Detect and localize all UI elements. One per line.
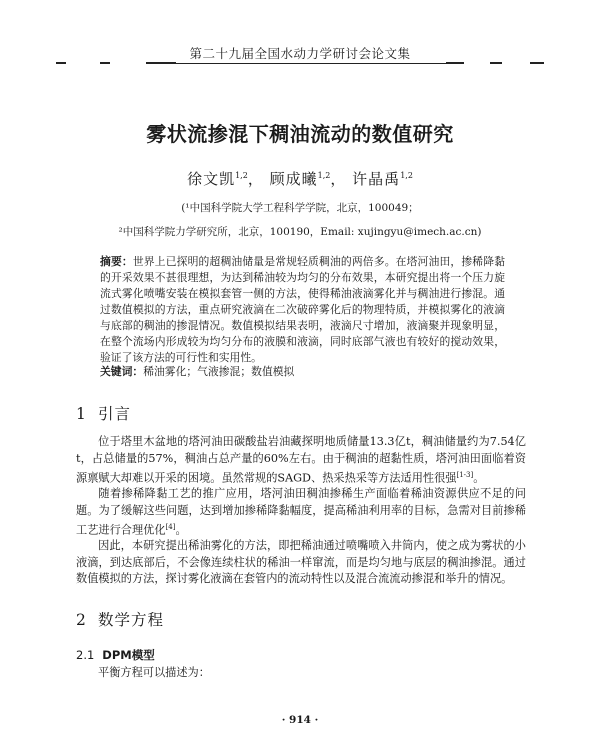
- citation: [1-3]: [456, 471, 474, 479]
- abstract-label: 摘要：: [100, 255, 133, 268]
- author-affil-mark: 1,2: [400, 171, 413, 180]
- author-affil-mark: 1,2: [317, 171, 331, 180]
- keywords-label: 关键词：: [100, 365, 144, 378]
- paragraph: [76, 538, 526, 588]
- abstract-text: 世界上已探明的超稠油储量是常规轻质稠油的两倍多。在塔河油田，掺稀降黏的开采效果不甚很理想，为达到稀油较为均匀的分布效果，本研究提出将一个压力旋流式雾化喷嘴安装在模拟套管一侧的方法，使得稀油液滴雾化并与稠油进行掺混。通过数值模拟的方法，重点研究液滴在二次破碎雾化后的物理特质，并模拟雾化的液滴与底部的稠油的掺混情况。数值模拟结果表明，液滴尺寸增加，液滴聚并现象明显，在整个流场内形成较为均匀分布的液膜和液滴，同时底部气液也有较好的搅动效果，验证了该方法的可行性和实用性。: [100, 255, 506, 364]
- paragraph: 随着掺稀降黏工艺的推广应用，塔河油田稠油掺稀生产面临着稀油资源供应不足的问题。为了缓解这些问题，达到增加掺稀降黏幅度，提高稀油利用率的目标，急需对目前掺稀工艺进行合理优化[4]。: [76, 487, 526, 537]
- section-heading: [76, 608, 164, 630]
- author-name: 顾成曦: [269, 170, 318, 188]
- header-rule-right-dash: [530, 62, 544, 64]
- header-rule: [176, 63, 446, 64]
- running-header: [0, 44, 600, 68]
- header-rule-right-dash: [490, 62, 502, 64]
- keywords: [100, 364, 505, 379]
- author-name: 徐文凯: [187, 170, 236, 188]
- body-line: 平衡方程可以描述为：: [98, 666, 210, 679]
- running-header-title: 第二十九届全国水动力学研讨会论文集: [189, 46, 411, 61]
- section-heading: [76, 402, 131, 424]
- abstract: [100, 254, 505, 366]
- affiliation-1: (¹中国科学院大学工程科学学院，北京，100049；: [181, 202, 419, 214]
- author-list: [0, 168, 600, 189]
- paragraph: 位于塔里木盆地的塔河油田碳酸盐岩油藏探明地质储量13.3亿t，稠油储量约为7.54亿t，占总储量的57%，稠油占总产量的60%左右。由于稠油的超黏性质，塔河油田面临着资源禀赋大却难以开采的困境。虽然常规的SAGD、热采热采等方法适用性很强[1-3]。: [76, 435, 526, 485]
- section-title: 引言: [98, 405, 132, 423]
- section-number: 2: [76, 611, 87, 629]
- author-affil-mark: 1,2: [235, 171, 248, 180]
- header-rule-left-dash: [146, 62, 176, 64]
- subsection-number: 2.1: [76, 648, 95, 662]
- header-rule-left-dash: [56, 62, 66, 64]
- subsection-title: DPM模型: [102, 648, 155, 662]
- header-rule-left-dash: [100, 62, 110, 64]
- paper-title: 雾状流掺混下稠油流动的数值研究: [146, 122, 454, 146]
- paragraph-text: 因此，本研究提出稀油雾化的方法，即把稀油通过喷嘴喷入井筒内，使之成为雾状的小液滴，到达底部后，不会像连续柱状的稀油一样窜流，而是均匀地与底层的稠油掺混。通过数值模拟的方法，探讨雾化液滴在套管内的流动特性以及混合流流动掺混和举升的情况。: [76, 539, 526, 585]
- citation: [4]: [165, 523, 176, 531]
- keywords-text: 稀油雾化；气液掺混；数值模拟: [143, 365, 295, 378]
- author-separator: ，: [330, 170, 347, 188]
- section-number: 1: [76, 405, 87, 423]
- header-rule-right-dash: [446, 62, 464, 64]
- subsection-heading: [76, 647, 155, 663]
- paragraph-text: 随着掺稀降黏工艺的推广应用，塔河油田稠油掺稀生产面临着稀油资源供应不足的问题。为了缓解这些问题，达到增加掺稀降黏幅度，提高稀油利用率的目标，急需对目前掺稀工艺进行合理优化: [76, 487, 526, 537]
- author-name: 许晶禹: [352, 170, 401, 188]
- section-title: 数学方程: [98, 611, 165, 629]
- paragraph-text: 位于塔里木盆地的塔河油田碳酸盐岩油藏探明地质储量13.3亿t，稠油储量约为7.54亿t，占总储量的57%，稠油占总产量的60%左右。由于稠油的超黏性质，塔河油田面临着资源禀赋大却难以开采的困境。虽然常规的SAGD、热采热采等方法适用性很强: [76, 435, 526, 485]
- affiliation-2: ²中国科学院力学研究所，北京，100190，Email: xujingyu@imech.ac.cn): [118, 226, 482, 238]
- author-separator: ，: [247, 170, 264, 188]
- page-number: · 914 ·: [281, 714, 319, 726]
